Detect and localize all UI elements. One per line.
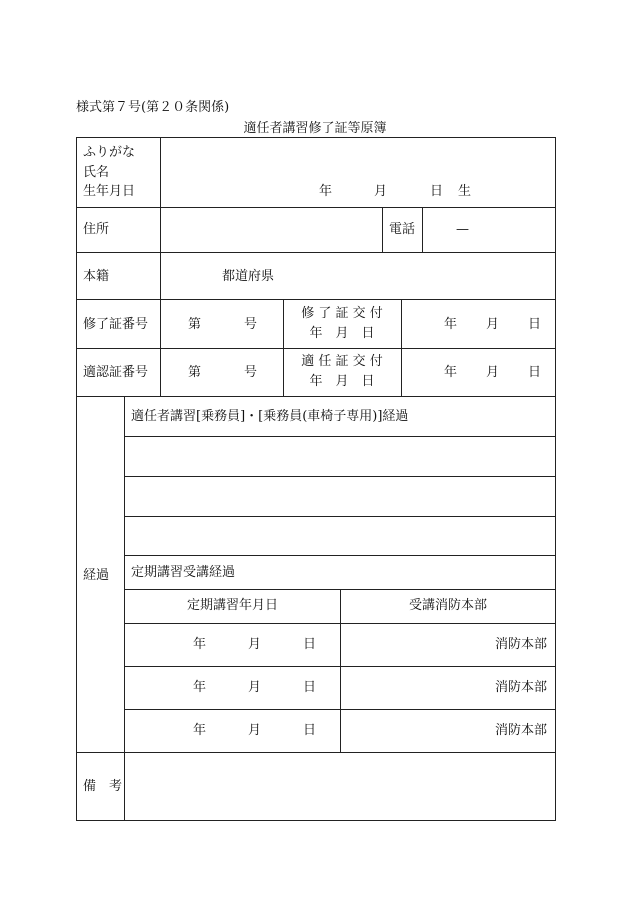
- completion-issue-month: 月: [486, 317, 500, 332]
- phone-label: 電話: [389, 222, 416, 237]
- column-header-station: 受講消防本部: [408, 598, 487, 613]
- approval-number-suffix: 号: [244, 365, 258, 380]
- column-header-date: 定期講習年月日: [186, 598, 278, 613]
- birth-year: 年: [319, 184, 333, 199]
- name-label: 氏名: [83, 165, 110, 180]
- phone-dash: —: [456, 222, 469, 237]
- completion-number-suffix: 号: [244, 317, 258, 332]
- entry-2-station: 消防本部: [495, 680, 548, 695]
- entry-1-station: 消防本部: [495, 637, 548, 652]
- completion-issue-year: 年: [444, 317, 458, 332]
- form-title: 適任者講習修了証等原簿: [243, 121, 387, 136]
- birth-date-label: 生年月日: [83, 184, 136, 199]
- completion-issue-date-label: 年 月 日: [309, 326, 375, 341]
- prefecture-text: 都道府県: [222, 269, 275, 284]
- entry-3-station: 消防本部: [495, 723, 548, 738]
- entry-1-day: 日: [303, 637, 317, 652]
- completion-number-label: 修了証番号: [83, 317, 149, 332]
- entry-2-month: 月: [248, 680, 262, 695]
- entry-1-month: 月: [248, 637, 262, 652]
- birth-month: 月: [374, 184, 388, 199]
- address-label: 住所: [83, 222, 110, 237]
- completion-issue-day: 日: [528, 317, 542, 332]
- periodic-history-heading: 定期講習受講経過: [131, 565, 236, 580]
- form-number: 様式第７号(第２０条関係): [76, 100, 230, 115]
- approval-number-prefix: 第: [188, 365, 202, 380]
- completion-issue-label: 修 了 証 交 付: [301, 306, 383, 321]
- approval-issue-date-label: 年 月 日: [309, 374, 375, 389]
- completion-number-prefix: 第: [188, 317, 202, 332]
- history-label: 経過: [83, 568, 110, 583]
- remarks-label: 備 考: [83, 779, 123, 794]
- approval-number-label: 適認証番号: [83, 365, 149, 380]
- approval-issue-day: 日: [528, 365, 542, 380]
- birth-suffix: 生: [458, 184, 472, 199]
- entry-3-month: 月: [248, 723, 262, 738]
- birth-day: 日: [430, 184, 444, 199]
- course-history-heading: 適任者講習[乗務員]・[乗務員(車椅子専用)]経過: [131, 409, 409, 424]
- approval-issue-month: 月: [486, 365, 500, 380]
- entry-3-year: 年: [193, 723, 207, 738]
- furigana-label: ふりがな: [83, 145, 136, 160]
- approval-issue-label: 適 任 証 交 付: [301, 354, 383, 369]
- entry-3-day: 日: [303, 723, 317, 738]
- entry-1-year: 年: [193, 637, 207, 652]
- domicile-label: 本籍: [83, 269, 110, 284]
- approval-issue-year: 年: [444, 365, 458, 380]
- entry-2-year: 年: [193, 680, 207, 695]
- entry-2-day: 日: [303, 680, 317, 695]
